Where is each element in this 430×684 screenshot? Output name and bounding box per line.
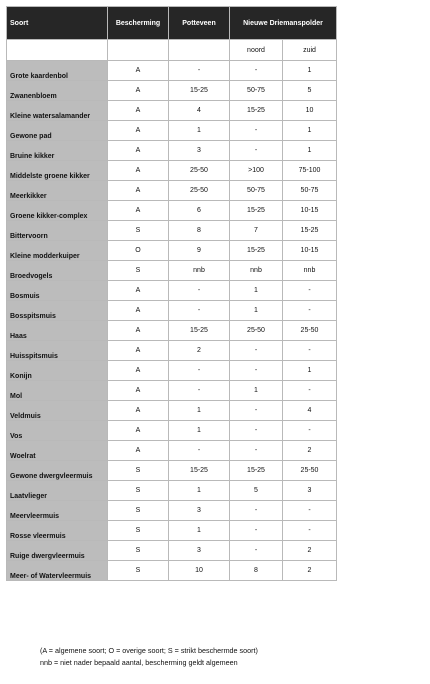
count-potteveen: 25-50 — [169, 161, 230, 181]
count-potteveen: - — [169, 381, 230, 401]
table-row — [7, 441, 337, 461]
protection-status: A — [108, 401, 169, 421]
count-noord: - — [230, 61, 283, 81]
count-potteveen: 25-50 — [169, 181, 230, 201]
protection-status: S — [108, 461, 169, 481]
subheader-empty-bescherming — [108, 40, 169, 61]
count-zuid: - — [283, 281, 337, 301]
protection-status: S — [108, 501, 169, 521]
species-name: Zwanenbloem — [7, 81, 108, 101]
count-potteveen: 1 — [169, 401, 230, 421]
protection-status: A — [108, 381, 169, 401]
species-name: Veldmuis — [7, 401, 108, 421]
protection-status: A — [108, 161, 169, 181]
count-potteveen: 1 — [169, 421, 230, 441]
table-row — [7, 121, 337, 141]
count-noord: - — [230, 401, 283, 421]
count-potteveen: 3 — [169, 541, 230, 561]
protection-status: A — [108, 281, 169, 301]
species-name: Kleine watersalamander — [7, 101, 108, 121]
species-name: Vos — [7, 421, 108, 441]
count-noord: 5 — [230, 481, 283, 501]
protection-status: S — [108, 481, 169, 501]
protection-status: A — [108, 441, 169, 461]
count-potteveen: 2 — [169, 341, 230, 361]
count-potteveen: 15-25 — [169, 81, 230, 101]
table-body — [7, 40, 337, 581]
count-noord: - — [230, 141, 283, 161]
species-name: Meerkikker — [7, 181, 108, 201]
count-noord: 15-25 — [230, 201, 283, 221]
count-noord: - — [230, 521, 283, 541]
count-potteveen: 3 — [169, 501, 230, 521]
count-potteveen: 15-25 — [169, 461, 230, 481]
count-potteveen: 4 — [169, 101, 230, 121]
table-row — [7, 461, 337, 481]
count-noord: nnb — [230, 261, 283, 281]
count-noord: 25-50 — [230, 321, 283, 341]
count-noord: 15-25 — [230, 241, 283, 261]
count-zuid: - — [283, 381, 337, 401]
subheader-empty-soort — [7, 40, 108, 61]
count-noord: - — [230, 341, 283, 361]
count-noord: 15-25 — [230, 101, 283, 121]
table-row — [7, 181, 337, 201]
table-row — [7, 401, 337, 421]
legend-line-1: (A = algemene soort; O = overige soort; S = strikt beschermde soort) — [40, 646, 258, 655]
count-zuid: 1 — [283, 61, 337, 81]
table-row — [7, 321, 337, 341]
subheader-empty-potteveen — [169, 40, 230, 61]
count-noord: 1 — [230, 381, 283, 401]
count-potteveen: 1 — [169, 481, 230, 501]
count-zuid: - — [283, 341, 337, 361]
species-name: Konijn — [7, 361, 108, 381]
species-name: Bosmuis — [7, 281, 108, 301]
protection-status: A — [108, 141, 169, 161]
table-row — [7, 261, 337, 281]
subheader-row — [7, 40, 337, 61]
count-potteveen: 9 — [169, 241, 230, 261]
protection-status: S — [108, 261, 169, 281]
protection-status: A — [108, 421, 169, 441]
protection-status: A — [108, 81, 169, 101]
table-row — [7, 101, 337, 121]
species-name: Woelrat — [7, 441, 108, 461]
count-zuid: 10 — [283, 101, 337, 121]
table-row — [7, 61, 337, 81]
count-zuid: 1 — [283, 121, 337, 141]
count-potteveen: - — [169, 361, 230, 381]
protection-status: A — [108, 61, 169, 81]
count-potteveen: 1 — [169, 121, 230, 141]
species-name: Bittervoorn — [7, 221, 108, 241]
count-potteveen: 3 — [169, 141, 230, 161]
species-name: Huisspitsmuis — [7, 341, 108, 361]
species-name: Gewone pad — [7, 121, 108, 141]
count-potteveen: - — [169, 441, 230, 461]
count-potteveen: 10 — [169, 561, 230, 581]
count-zuid: 5 — [283, 81, 337, 101]
count-zuid: - — [283, 521, 337, 541]
protection-status: A — [108, 201, 169, 221]
count-zuid: 25-50 — [283, 321, 337, 341]
count-zuid: 50-75 — [283, 181, 337, 201]
count-zuid: 10-15 — [283, 241, 337, 261]
table-row — [7, 561, 337, 581]
protection-status: A — [108, 321, 169, 341]
table-row — [7, 521, 337, 541]
species-name: Bruine kikker — [7, 141, 108, 161]
species-name: Meervleermuis — [7, 501, 108, 521]
count-zuid: 75-100 — [283, 161, 337, 181]
count-noord: - — [230, 541, 283, 561]
table-row — [7, 141, 337, 161]
protection-status: S — [108, 221, 169, 241]
table-row — [7, 341, 337, 361]
count-potteveen: 1 — [169, 521, 230, 541]
species-name: Haas — [7, 321, 108, 341]
species-table — [6, 6, 337, 581]
count-zuid: 15-25 — [283, 221, 337, 241]
header-driemanspolder: Nieuwe Driemanspolder — [230, 7, 337, 40]
table-row — [7, 301, 337, 321]
species-name: Ruige dwergvleermuis — [7, 541, 108, 561]
count-zuid: 10-15 — [283, 201, 337, 221]
legend-line-2: nnb = niet nader bepaald aantal, bescherming geldt algemeen — [40, 658, 238, 667]
header-soort: Soort — [7, 7, 108, 40]
species-name: Laatvlieger — [7, 481, 108, 501]
count-potteveen: - — [169, 61, 230, 81]
count-zuid: - — [283, 301, 337, 321]
count-zuid: 1 — [283, 141, 337, 161]
count-potteveen: - — [169, 281, 230, 301]
subheader-zuid: zuid — [283, 40, 337, 61]
legend — [40, 645, 258, 669]
count-noord: 7 — [230, 221, 283, 241]
count-potteveen: 6 — [169, 201, 230, 221]
count-noord: - — [230, 421, 283, 441]
count-zuid: 3 — [283, 481, 337, 501]
count-noord: 50-75 — [230, 181, 283, 201]
table-row — [7, 281, 337, 301]
count-zuid: - — [283, 421, 337, 441]
protection-status: O — [108, 241, 169, 261]
count-zuid: 2 — [283, 561, 337, 581]
species-name: Kleine modderkuiper — [7, 241, 108, 261]
species-name: Mol — [7, 381, 108, 401]
count-noord: 50-75 — [230, 81, 283, 101]
subheader-noord: noord — [230, 40, 283, 61]
header-bescherming: Bescherming — [108, 7, 169, 40]
count-noord: 1 — [230, 281, 283, 301]
table-row — [7, 241, 337, 261]
count-zuid: 4 — [283, 401, 337, 421]
table-row — [7, 361, 337, 381]
count-noord: - — [230, 121, 283, 141]
count-noord: - — [230, 361, 283, 381]
species-name: Grote kaardenbol — [7, 61, 108, 81]
count-potteveen: 8 — [169, 221, 230, 241]
count-zuid: 2 — [283, 441, 337, 461]
table-row — [7, 541, 337, 561]
count-zuid: nnb — [283, 261, 337, 281]
table-row — [7, 501, 337, 521]
header-potteveen: Potteveen — [169, 7, 230, 40]
species-name: Meer- of Watervleermuis — [7, 561, 108, 581]
table-row — [7, 221, 337, 241]
table-row — [7, 201, 337, 221]
count-noord: 1 — [230, 301, 283, 321]
count-zuid: 2 — [283, 541, 337, 561]
species-name: Bosspitsmuis — [7, 301, 108, 321]
table-row — [7, 421, 337, 441]
table-row — [7, 481, 337, 501]
count-noord: - — [230, 441, 283, 461]
count-zuid: - — [283, 501, 337, 521]
protection-status: A — [108, 121, 169, 141]
table-row — [7, 381, 337, 401]
species-name: Broedvogels — [7, 261, 108, 281]
table-row — [7, 81, 337, 101]
protection-status: S — [108, 541, 169, 561]
count-zuid: 25-50 — [283, 461, 337, 481]
header-row — [7, 7, 337, 40]
count-potteveen: nnb — [169, 261, 230, 281]
count-noord: 15-25 — [230, 461, 283, 481]
protection-status: A — [108, 301, 169, 321]
protection-status: S — [108, 521, 169, 541]
species-name: Rosse vleermuis — [7, 521, 108, 541]
count-noord: - — [230, 501, 283, 521]
protection-status: A — [108, 181, 169, 201]
protection-status: A — [108, 361, 169, 381]
count-potteveen: - — [169, 301, 230, 321]
count-noord: 8 — [230, 561, 283, 581]
species-name: Gewone dwergvleermuis — [7, 461, 108, 481]
count-noord: >100 — [230, 161, 283, 181]
table-row — [7, 161, 337, 181]
count-potteveen: 15-25 — [169, 321, 230, 341]
species-name: Groene kikker-complex — [7, 201, 108, 221]
species-name: Middelste groene kikker — [7, 161, 108, 181]
protection-status: S — [108, 561, 169, 581]
count-zuid: 1 — [283, 361, 337, 381]
protection-status: A — [108, 101, 169, 121]
protection-status: A — [108, 341, 169, 361]
